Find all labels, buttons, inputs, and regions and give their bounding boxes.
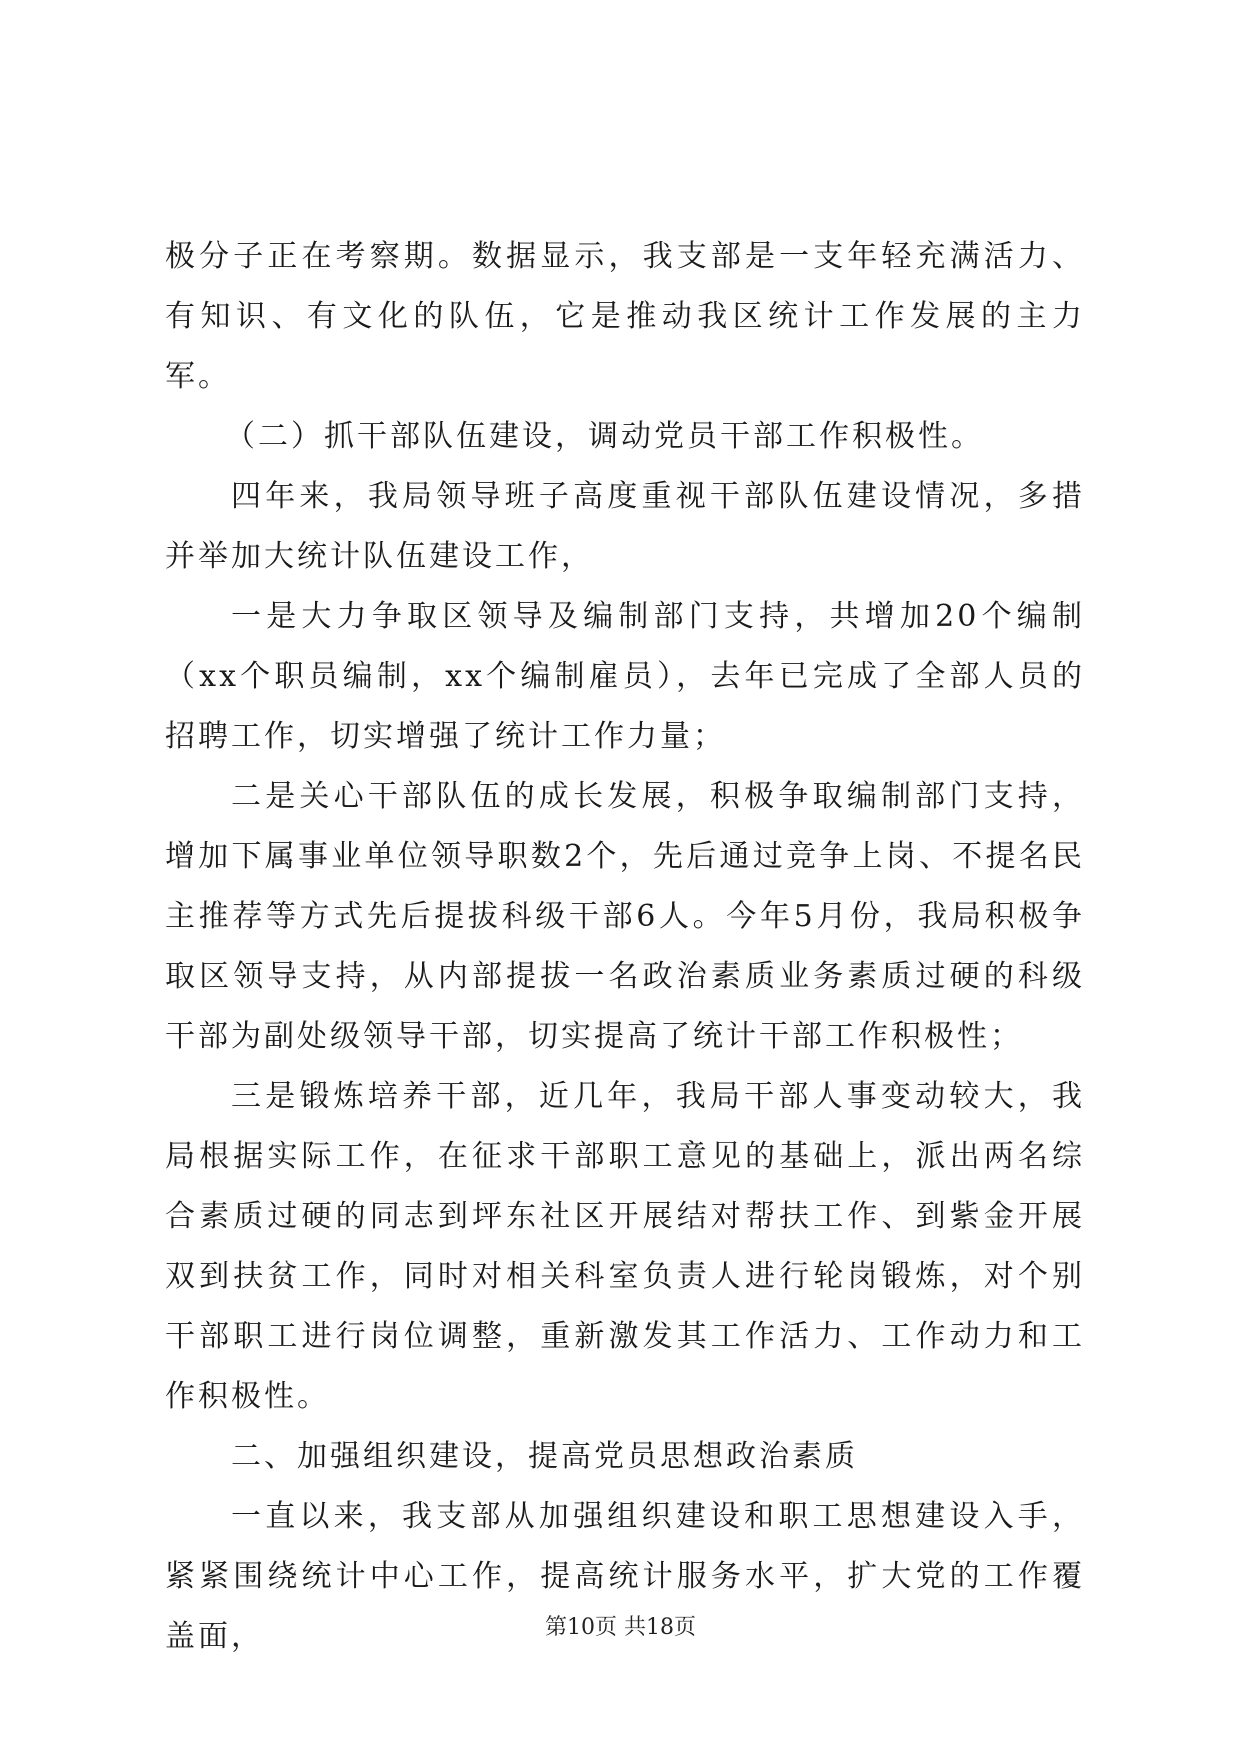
paragraph: 极分子正在考察期。数据显示，我支部是一支年轻充满活力、有知识、有文化的队伍，它是推动我区统计工作发展的主力军。 — [165, 239, 1085, 394]
paragraph: 一是大力争取区领导及编制部门支持，共增加20个编制（xx个职员编制，xx个编制雇员），去年已完成了全部人员的招聘工作，切实增强了统计工作力量； — [165, 599, 1085, 754]
section-heading: （二）抓干部队伍建设，调动党员干部工作积极性。 — [225, 419, 984, 454]
page-number-footer: 第10页 共18页 — [545, 1615, 696, 1640]
paragraph: 三是锻炼培养干部，近几年，我局干部人事变动较大，我局根据实际工作，在征求干部职工意见的基础上，派出两名综合素质过硬的同志到坪东社区开展结对帮扶工作、到紫金开展双到扶贫工作，同时对相关科室负责人进行轮岗锻炼，对个别干部职工进行岗位调整，重新激发其工作活力、工作动力和工作积极性。 — [165, 1079, 1085, 1414]
paragraph: 二是关心干部队伍的成长发展，积极争取编制部门支持，增加下属事业单位领导职数2个，先后通过竞争上岗、不提名民主推荐等方式先后提拔科级干部6人。今年5月份，我局积极争取区领导支持，从内部提拔一名政治素质业务素质过硬的科级干部为副处级领导干部，切实提高了统计干部工作积极性； — [165, 779, 1085, 1054]
section-heading: 二、加强组织建设，提高党员思想政治素质 — [231, 1439, 858, 1474]
paragraph: 一直以来，我支部从加强组织建设和职工思想建设入手，紧紧围绕统计中心工作，提高统计服务水平，扩大党的工作覆盖面， — [165, 1499, 1085, 1654]
paragraph: 四年来，我局领导班子高度重视干部队伍建设情况，多措并举加大统计队伍建设工作， — [165, 479, 1085, 574]
document-body — [165, 227, 1085, 1667]
